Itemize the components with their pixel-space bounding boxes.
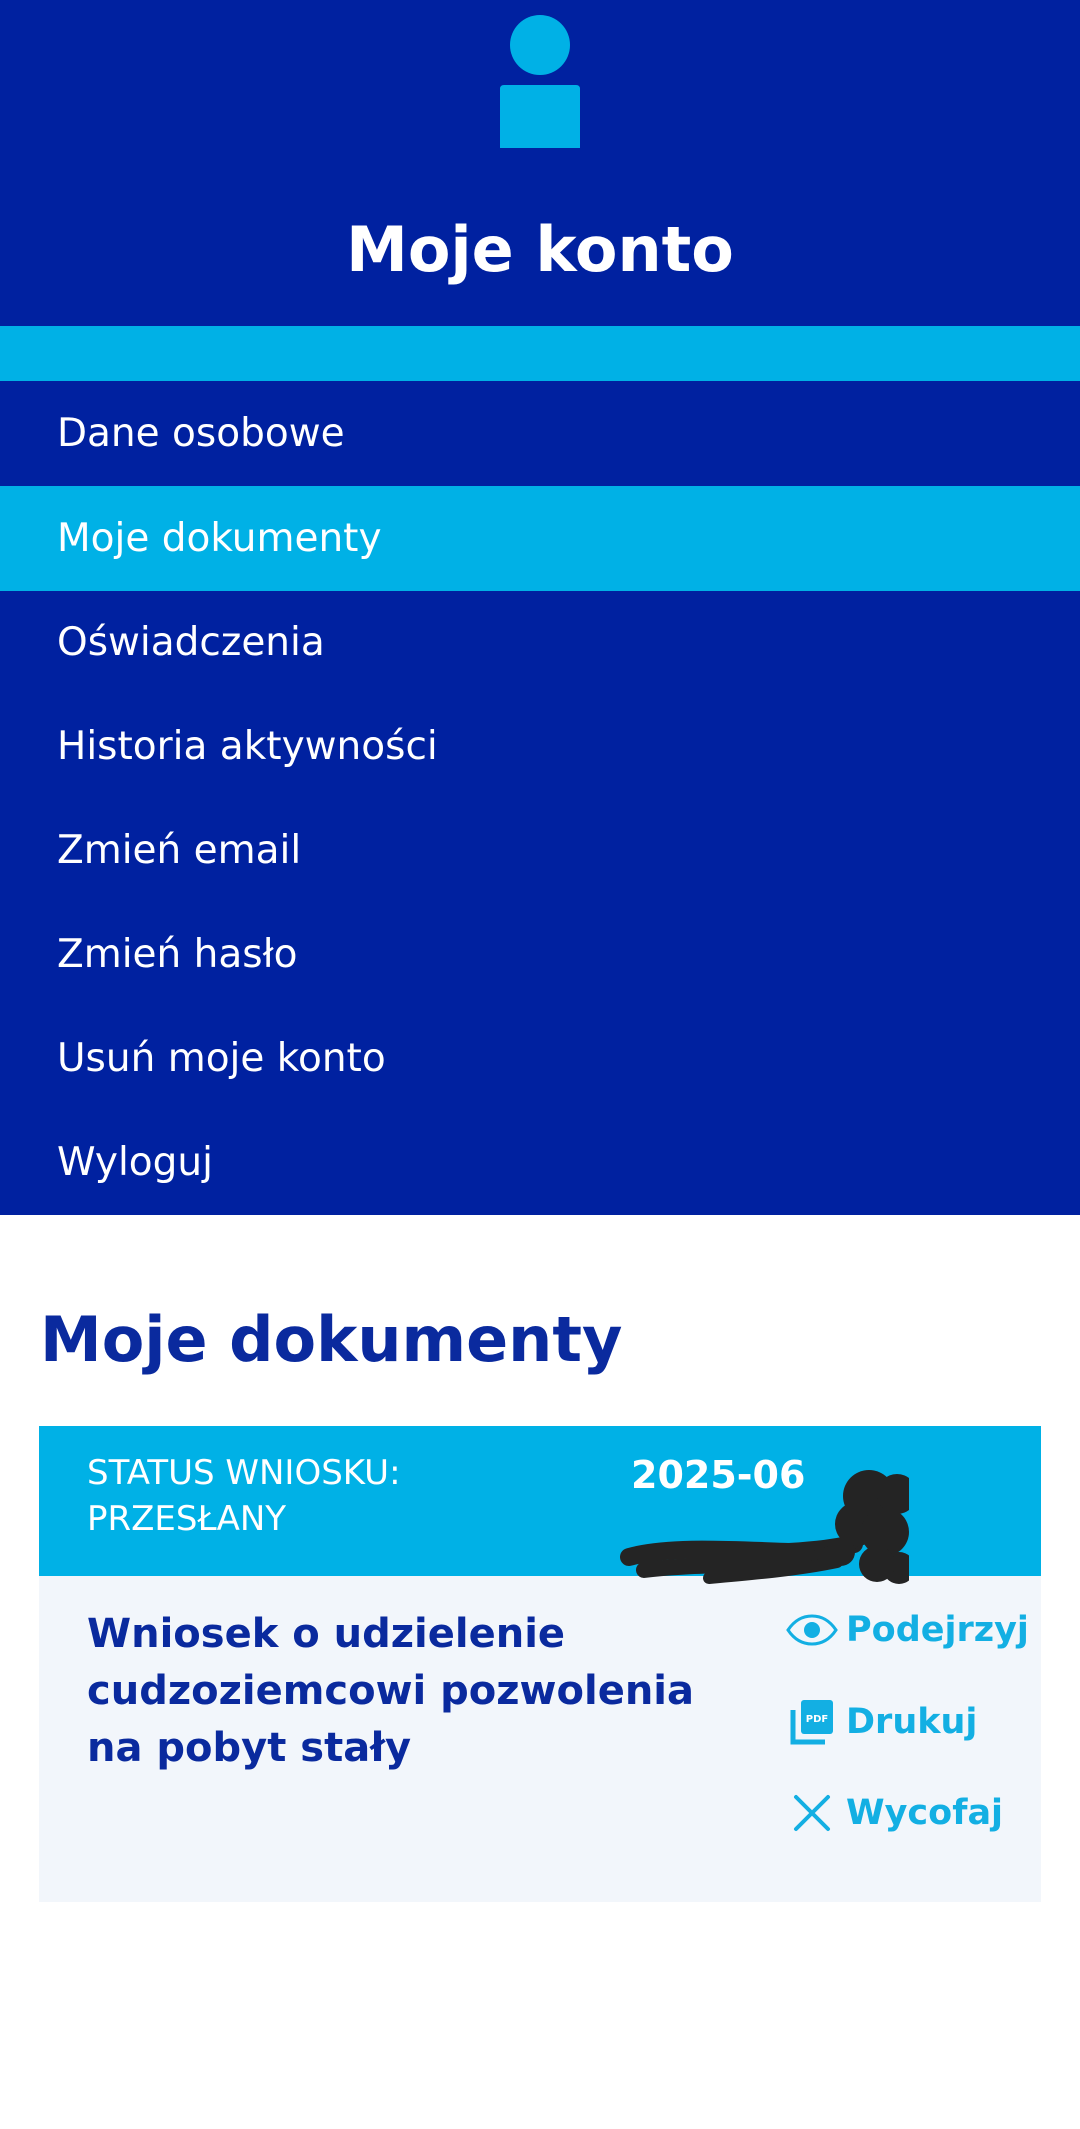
document-card <box>39 1426 1041 1902</box>
submission-date: 2025-06 <box>631 1453 806 1497</box>
status-label: STATUS WNIOSKU: <box>87 1453 401 1493</box>
svg-text:PDF: PDF <box>805 1714 829 1725</box>
menu-item-personal-data[interactable]: Dane osobowe <box>57 411 345 456</box>
user-icon <box>490 15 590 150</box>
preview-button[interactable] <box>782 1600 1029 1660</box>
print-label: Drukuj <box>846 1702 978 1742</box>
section-title: Moje dokumenty <box>40 1303 623 1376</box>
accent-strip <box>0 326 1080 381</box>
account-header <box>0 0 1080 326</box>
withdraw-label: Wycofaj <box>846 1793 1004 1833</box>
close-icon <box>782 1783 842 1843</box>
account-menu <box>0 381 1080 1215</box>
withdraw-button[interactable] <box>782 1783 1003 1843</box>
redaction-scribble <box>579 1446 909 1596</box>
eye-icon <box>782 1600 842 1660</box>
pdf-icon <box>782 1692 842 1752</box>
preview-label: Podejrzyj <box>846 1610 1029 1650</box>
menu-item-logout[interactable]: Wyloguj <box>57 1140 213 1185</box>
menu-item-declarations[interactable]: Oświadczenia <box>57 620 325 665</box>
menu-item-my-documents[interactable]: Moje dokumenty <box>0 486 1080 591</box>
menu-item-change-email[interactable]: Zmień email <box>57 828 302 873</box>
menu-item-change-password[interactable]: Zmień hasło <box>57 932 298 977</box>
menu-item-activity-history[interactable]: Historia aktywności <box>57 724 438 769</box>
menu-item-delete-account[interactable]: Usuń moje konto <box>57 1036 386 1081</box>
application-status <box>87 1450 507 1542</box>
document-title: Wniosek o udzielenie cudzoziemcowi pozwolenia na pobyt stały <box>87 1611 695 1771</box>
status-value: PRZESŁANY <box>87 1499 287 1539</box>
page-title: Moje konto <box>346 213 734 286</box>
print-button[interactable] <box>782 1692 977 1752</box>
document-card-header <box>39 1426 1041 1576</box>
